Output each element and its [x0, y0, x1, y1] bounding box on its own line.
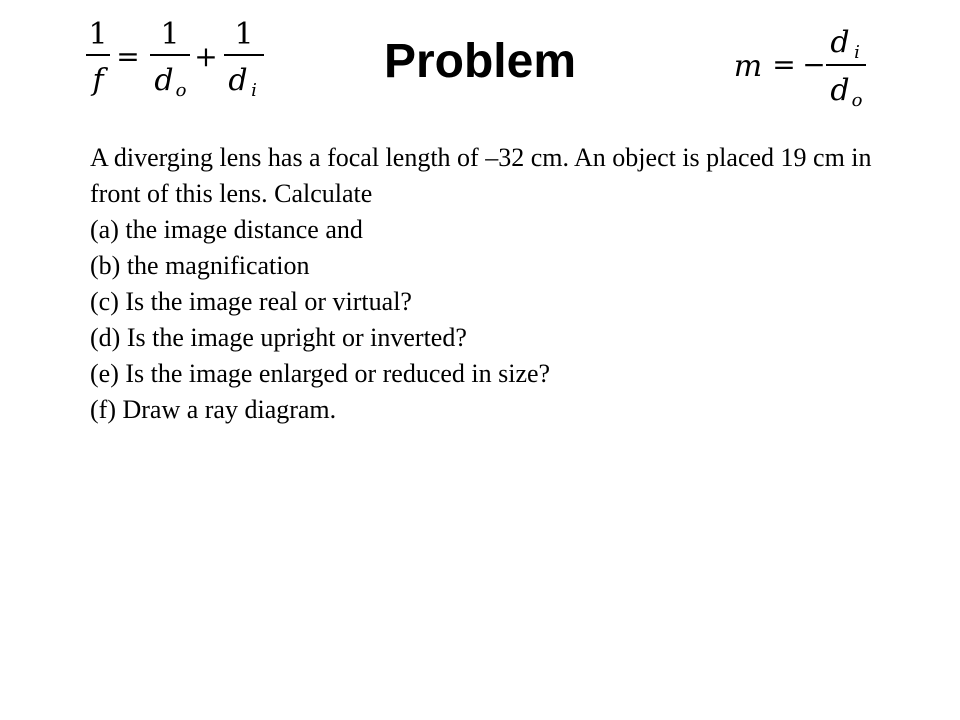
lens-eq-lhs-numerator: 1	[88, 17, 108, 52]
mag-eq-equals: =	[772, 48, 796, 81]
mag-eq-denominator: d	[830, 73, 850, 108]
lens-eq-equals: =	[116, 40, 140, 73]
mag-eq-denominator-subscript: o	[851, 90, 863, 111]
magnification-equation	[726, 16, 876, 112]
mag-eq-lhs: m	[733, 49, 763, 84]
problem-part-e: (e) Is the image enlarged or reduced in size?	[90, 359, 551, 388]
mag-eq-numerator-subscript: i	[854, 42, 860, 63]
lens-eq-term2-denominator: d	[228, 63, 248, 98]
problem-part-b: (b) the magnification	[90, 251, 310, 280]
mag-eq-minus: −	[802, 48, 826, 81]
problem-text	[90, 140, 910, 428]
lens-eq-term2-numerator: 1	[234, 17, 254, 52]
lens-eq-term2-subscript: i	[251, 80, 257, 101]
lens-eq-lhs-denominator: f	[92, 63, 104, 98]
problem-part-d: (d) Is the image upright or inverted?	[90, 323, 467, 352]
problem-part-c: (c) Is the image real or virtual?	[90, 287, 412, 316]
mag-eq-numerator: d	[830, 25, 850, 60]
problem-part-a: (a) the image distance and	[90, 215, 363, 244]
problem-part-f: (f) Draw a ray diagram.	[90, 395, 337, 424]
lens-eq-plus: +	[194, 40, 218, 73]
lens-eq-term1-numerator: 1	[160, 17, 180, 52]
problem-statement: A diverging lens has a focal length of –32 cm. An object is placed 19 cm in front of this lens. Calculate	[90, 143, 872, 208]
slide-title: Problem	[383, 35, 577, 88]
lens-eq-term1-subscript: o	[175, 80, 187, 101]
lens-eq-term1-denominator: d	[154, 63, 174, 98]
